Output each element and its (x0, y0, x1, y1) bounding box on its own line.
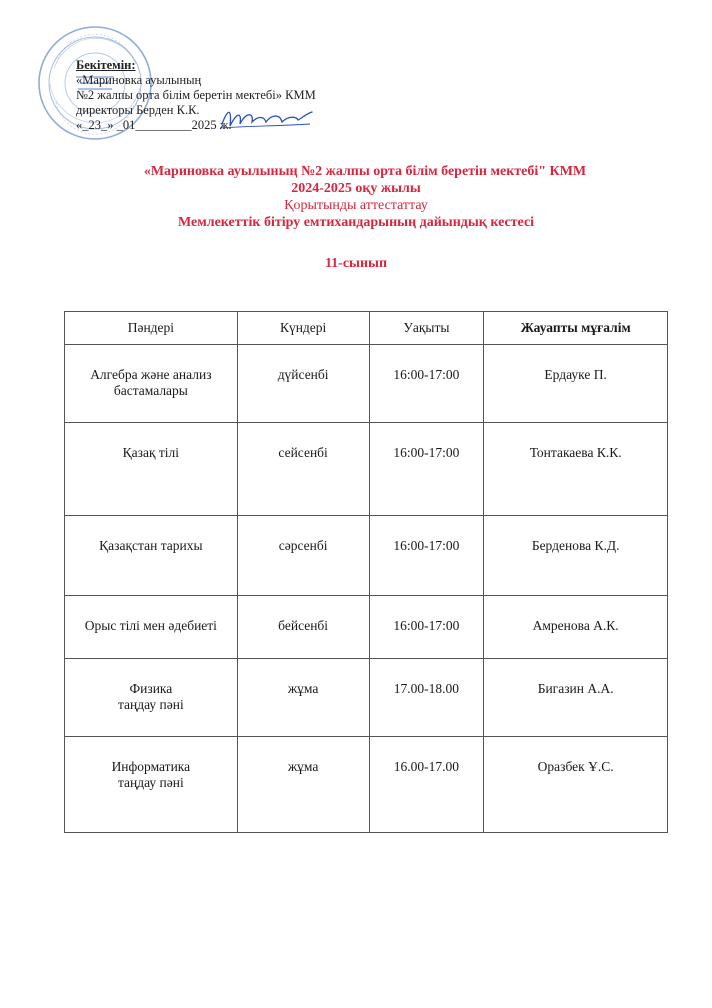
header-time: Уақыты (369, 312, 484, 345)
schedule-title: Мемлекеттік бітіру емтихандарының дайындық кестесі (177, 215, 535, 230)
exam-prep-schedule-table (64, 311, 668, 833)
header-days: Күндері (237, 312, 369, 345)
cell-time: 16.00-17.00 (369, 737, 484, 833)
cell-time: 17.00-18.00 (369, 659, 484, 737)
academic-year: 2024-2025 оқу жылы (291, 181, 421, 196)
subject-text: Физика таңдау пәні (117, 681, 184, 712)
table-row (65, 516, 668, 596)
cell-day: сәрсенбі (237, 516, 369, 596)
subject-text: Алгебра және анализ бастамалары (90, 367, 212, 398)
cell-teacher: Тонтакаева К.К. (484, 423, 668, 516)
cell-time: 16:00-17:00 (369, 516, 484, 596)
cell-teacher: Оразбек Ұ.С. (484, 737, 668, 833)
cell-teacher: Бигазин А.А. (484, 659, 668, 737)
cell-subject (65, 423, 238, 516)
approval-heading: Бекітемін: (76, 58, 136, 72)
subject-text: Қазақстан тарихы (99, 538, 203, 553)
cell-subject (65, 596, 238, 659)
cell-subject (65, 516, 238, 596)
cell-teacher: Амренова А.К. (484, 596, 668, 659)
cell-time: 16:00-17:00 (369, 345, 484, 423)
cell-day: жұма (237, 659, 369, 737)
subject-text: Қазақ тілі (122, 445, 180, 460)
table-header-row (65, 312, 668, 345)
subject-text: Информатика таңдау пәні (111, 759, 191, 790)
approval-line-director: директоры Берден К.К. (76, 103, 200, 117)
approval-line-school: №2 жалпы орта білім беретін мектебі» КММ (76, 88, 316, 102)
cell-time: 16:00-17:00 (369, 423, 484, 516)
school-title: «Мариновка ауылының №2 жалпы орта білім беретін мектебі" КММ (143, 164, 587, 179)
approval-line-village: «Мариновка ауылының (76, 73, 202, 87)
cell-day: жұма (237, 737, 369, 833)
table-row (65, 345, 668, 423)
attestation-subtitle: Қорытынды аттестаттау (284, 198, 428, 213)
cell-subject (65, 737, 238, 833)
header-teacher: Жауапты мұғалім (484, 312, 668, 345)
approval-date: «_23_» _01_________2025 ж. (76, 118, 232, 132)
cell-subject (65, 345, 238, 423)
header-subjects: Пәндері (65, 312, 238, 345)
subject-text: Орыс тілі мен әдебиеті (84, 618, 217, 633)
cell-teacher: Берденова К.Д. (484, 516, 668, 596)
cell-day: бейсенбі (237, 596, 369, 659)
table-row (65, 737, 668, 833)
cell-day: сейсенбі (237, 423, 369, 516)
document-titles (0, 163, 712, 272)
director-signature (218, 104, 314, 132)
grade-label: 11-сынып (324, 256, 388, 271)
cell-time: 16:00-17:00 (369, 596, 484, 659)
cell-day: дүйсенбі (237, 345, 369, 423)
table-row (65, 423, 668, 516)
cell-subject (65, 659, 238, 737)
table-row (65, 659, 668, 737)
cell-teacher: Ердауке П. (484, 345, 668, 423)
table-row (65, 596, 668, 659)
